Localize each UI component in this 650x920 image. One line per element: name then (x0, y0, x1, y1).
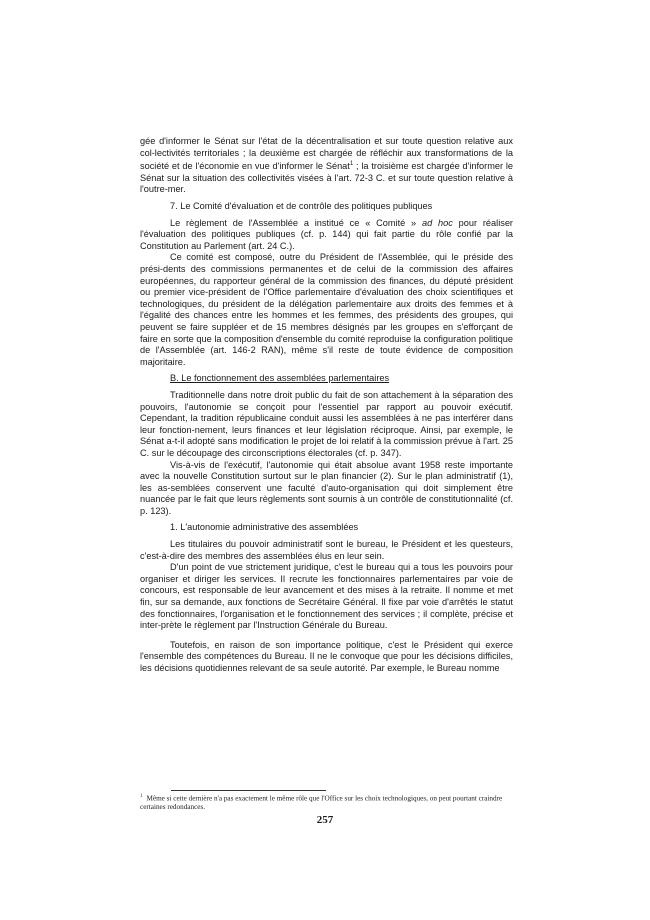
footnote-reference[interactable]: 1 (349, 161, 354, 168)
paragraph: Traditionnelle dans notre droit public du fait de son attachement à la séparation des pouvoirs, l'autonomie se conçoit pour l'essentiel par rapport au pouvoir exécutif. Cependant, la tradition républicaine conduit aussi les assemblées à ne pas interférer dans leur fonction-nement, leurs finances et leur législation réciproque. Ainsi, par exemple, le Sénat a-t-il adopté sans modification le projet de loi relatif à la commission prévue à l'art. 25 C. sur le découpage des circonscriptions électorales (cf. p. 347). (140, 389, 513, 458)
paragraph: Ce comité est composé, outre du Président de l'Assemblée, qui le préside des prési-dents des commissions permanentes et de celui de la commission des affaires européennes, du rapporteur général de la commission des finances, du député président ou premier vice-président de l'Office parlementaire d'évaluation des choix scientifiques et technologiques, du président de la délégation parlementaire aux droits des femmes et à l'égalité des chances entre les hommes et les femmes, des présidents des groupes, qui peuvent se faire suppléer et de 15 membres désignés par les groupes en s'efforçant de faire en sorte que la composition d'ensemble du comité reproduise la configuration politique de l'Assemblée (art. 146-2 RAN), même s'il reste de toute évidence de composition majoritaire. (140, 252, 513, 367)
paragraph: Le règlement de l'Assemblée a institué ce « Comité » ad hoc pour réaliser l'évaluation des politiques publiques (cf. p. 144) qui fait partie du rôle confié par la Constitution au Parlement (art. 24 C.). (140, 217, 513, 251)
page-number: 257 (316, 814, 334, 826)
paragraph: Vis-à-vis de l'exécutif, l'autonomie qui était absolue avant 1958 reste importante avec la nouvelle Constitution surtout sur le plan financier (2). Sur le plan administratif (1), les as-semblées conservent une faculté d'auto-organisation qui doit simplement être nuancée par le fait que leurs règlements sont soumis à un contrôle de constitutionnalité (cf. p. 123). (140, 459, 513, 516)
page-body (140, 136, 513, 675)
footnote-separator (171, 790, 326, 791)
footnote-marker: 1 (140, 794, 143, 799)
footnote-text: Même si cette dernière n'a pas exactement le même rôle que l'Office sur les choix technologiques, on peut pourtant craindre certaines redondances. (140, 794, 503, 811)
footnote (140, 793, 513, 812)
paragraph: Les titulaires du pouvoir administratif sont le bureau, le Président et les questeurs, c'est-à-dire des membres des assemblées élus en leur sein. (140, 539, 513, 561)
section-heading-1: 1. L'autonomie administrative des assemblées (170, 522, 359, 533)
section-heading-7: 7. Le Comité d'évaluation et de contrôle des politiques publiques (170, 201, 433, 212)
section-heading-b: B. Le fonctionnement des assemblées parlementaires (170, 373, 390, 384)
paragraph: D'un point de vue strictement juridique, c'est le bureau qui a tous les pouvoirs pour organiser et diriger les services. Il recrute les fonctionnaires parlementaires par voie de concours, est responsable de leur avancement et des mises à la retraite. Il nomme et met fin, sur sa demande, aux fonctions de Secrétaire Général. Il fixe par voie d'arrêtés le statut des fonctionnaires, l'organisation et le fonctionnement des services ; il complète, précise et inter-prète le règlement par l'Instruction Générale du Bureau. (140, 562, 513, 631)
paragraph: gée d'informer le Sénat sur l'état de la décentralisation et sur toute question relative aux col-lectivités territoriales ; la deuxième est chargée de réfléchir aux transformations de la société et de l'économie en vue d'informer le Sénat$^1$ ; la troisième est chargée d'informer le Sénat sur la situation des collectivités visées à l'art. 72-3 C. et sur toute question relative à l'outre-mer. (140, 136, 514, 195)
paragraph: Toutefois, en raison de son importance politique, c'est le Président qui exerce l'ensemble des compétences du Bureau. Il ne le convoque que pour les décisions difficiles, les décisions quotidiennes relevant de sa seule autorité. Par exemple, le Bureau nomme (140, 639, 513, 673)
